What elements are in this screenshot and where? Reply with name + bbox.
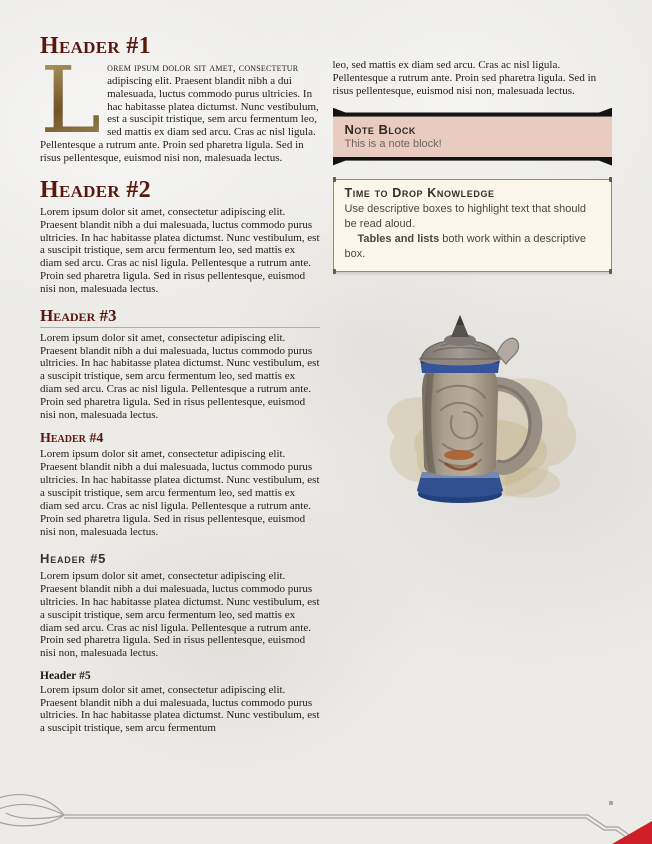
- note-block: [333, 108, 613, 166]
- descriptive-box-text: [345, 232, 601, 262]
- descriptive-box-text-rest: both work within a descriptive box.: [344, 232, 586, 261]
- note-block-title: Note Block: [344, 121, 416, 137]
- two-column-layout: [40, 34, 612, 818]
- dropcap-letter: L: [40, 62, 107, 137]
- paragraph-text: adipiscing elit. Praesent blandit nibh a dui malesuada, luctus commodo purus ultricies. In hac habitasse platea dictumst. Nunc vestibulum, est a suscipit tristique, sem arcu fermentum leo, sed mattis ex diam sed arcu. Cras ac nisl ligula. Pellentesque a rutrum ante. Proin sed pharetra ligula. Sed in risus pellentesque, euismod nisi non, malesuada lectus.: [40, 74, 319, 165]
- footer-dot: [609, 801, 613, 805]
- corner-dot: [609, 177, 612, 182]
- footer-flourish: [0, 780, 652, 844]
- paragraph: Lorem ipsum dolor sit amet, consectetur adipiscing elit. Praesent blandit nibh a dui malesuada, luctus commodo purus ultricies. In hac habitasse platea dictumst. Nunc vestibulum, est a suscipit tristique, sem arcu fermentum leo, sed mattis ex diam sed arcu. Cras ac nisl ligula. Pellentesque a rutrum ante. Proin sed pharetra ligula. Sed in risus pellentesque, euismod nisi non, malesuada lectus.: [40, 448, 320, 538]
- left-column: [40, 34, 320, 818]
- paragraph: Lorem ipsum dolor sit amet, consectetur adipiscing elit. Praesent blandit nibh a dui malesuada, luctus commodo purus ultricies. In hac habitasse platea dictumst. Nunc vestibulum, est a suscipit tristique, sem arcu fermentum leo, sed mattis ex diam sed arcu. Cras ac nisl ligula. Pellentesque a rutrum ante. Proin sed pharetra ligula. Sed in risus pellentesque, euismod nisi non, malesuada lectus.: [40, 205, 320, 296]
- heading-4: Header #4: [40, 430, 104, 446]
- paragraph: Lorem ipsum dolor sit amet, consectetur adipiscing elit. Praesent blandit nibh a dui malesuada, luctus commodo purus ultricies. In hac habitasse platea dictumst. Nunc vestibulum, est a suscipit tristique, sem arcu fermentum leo, sed mattis ex diam sed arcu. Cras ac nisl ligula. Pellentesque a rutrum ante. Proin sed pharetra ligula. Sed in risus pellentesque, euismod nisi non, malesuada lectus.: [40, 331, 320, 421]
- descriptive-box-bold-lead: Tables and lists: [357, 232, 440, 245]
- heading-1: Header #1: [40, 34, 151, 59]
- corner-triangle: [612, 821, 652, 844]
- truncated-paragraph: Lorem ipsum dolor sit amet, consectetur adipiscing elit. Praesent blandit nibh a dui malesuada, luctus commodo purus ultricies. In hac habitasse platea dictumst. Nunc vestibulum, est a suscipit tristique, sem arcu fermentum: [40, 683, 320, 735]
- beer-stein-image: [355, 312, 589, 516]
- descriptive-box-text: Use descriptive boxes to highlight text that should be read aloud.: [344, 202, 587, 230]
- descriptive-box-title: Time to Drop Knowledge: [344, 185, 495, 200]
- beer-stein-figure: [355, 312, 589, 516]
- descriptive-box: [333, 179, 613, 273]
- continuation-paragraph: leo, sed mattis ex diam sed arcu. Cras ac nisl ligula. Pellentesque a rutrum ante. Proin sed pharetra ligula. Sed in risus pellentesque, euismod nisi non, malesuada lectus.: [332, 59, 597, 97]
- note-block-top-border: [333, 108, 613, 117]
- note-block-text: This is a note block!: [344, 137, 442, 150]
- note-block-body: [333, 117, 613, 157]
- paragraph-lead-small-caps: orem ipsum dolor sit amet, consectetur: [107, 62, 299, 74]
- paragraph: Lorem ipsum dolor sit amet, consectetur adipiscing elit. Praesent blandit nibh a dui malesuada, luctus commodo purus ultricies. In hac habitasse platea dictumst. Nunc vestibulum, est a suscipit tristique, sem arcu fermentum leo, sed mattis ex diam sed arcu. Cras ac nisl ligula. Pellentesque a rutrum ante. Proin sed pharetra ligula. Sed in risus pellentesque, euismod nisi non, malesuada lectus.: [40, 570, 320, 660]
- corner-dot: [333, 269, 336, 274]
- corner-dot: [609, 269, 612, 274]
- note-block-bottom-border: [333, 157, 613, 166]
- corner-dot: [333, 177, 336, 182]
- heading-3: Header #3: [40, 307, 320, 328]
- dropcap-paragraph: [40, 47, 320, 165]
- heading-6: Header #5: [40, 670, 91, 683]
- heading-2: Header #2: [40, 176, 151, 203]
- right-column: [333, 34, 613, 818]
- heading-5: Header #5: [40, 551, 107, 567]
